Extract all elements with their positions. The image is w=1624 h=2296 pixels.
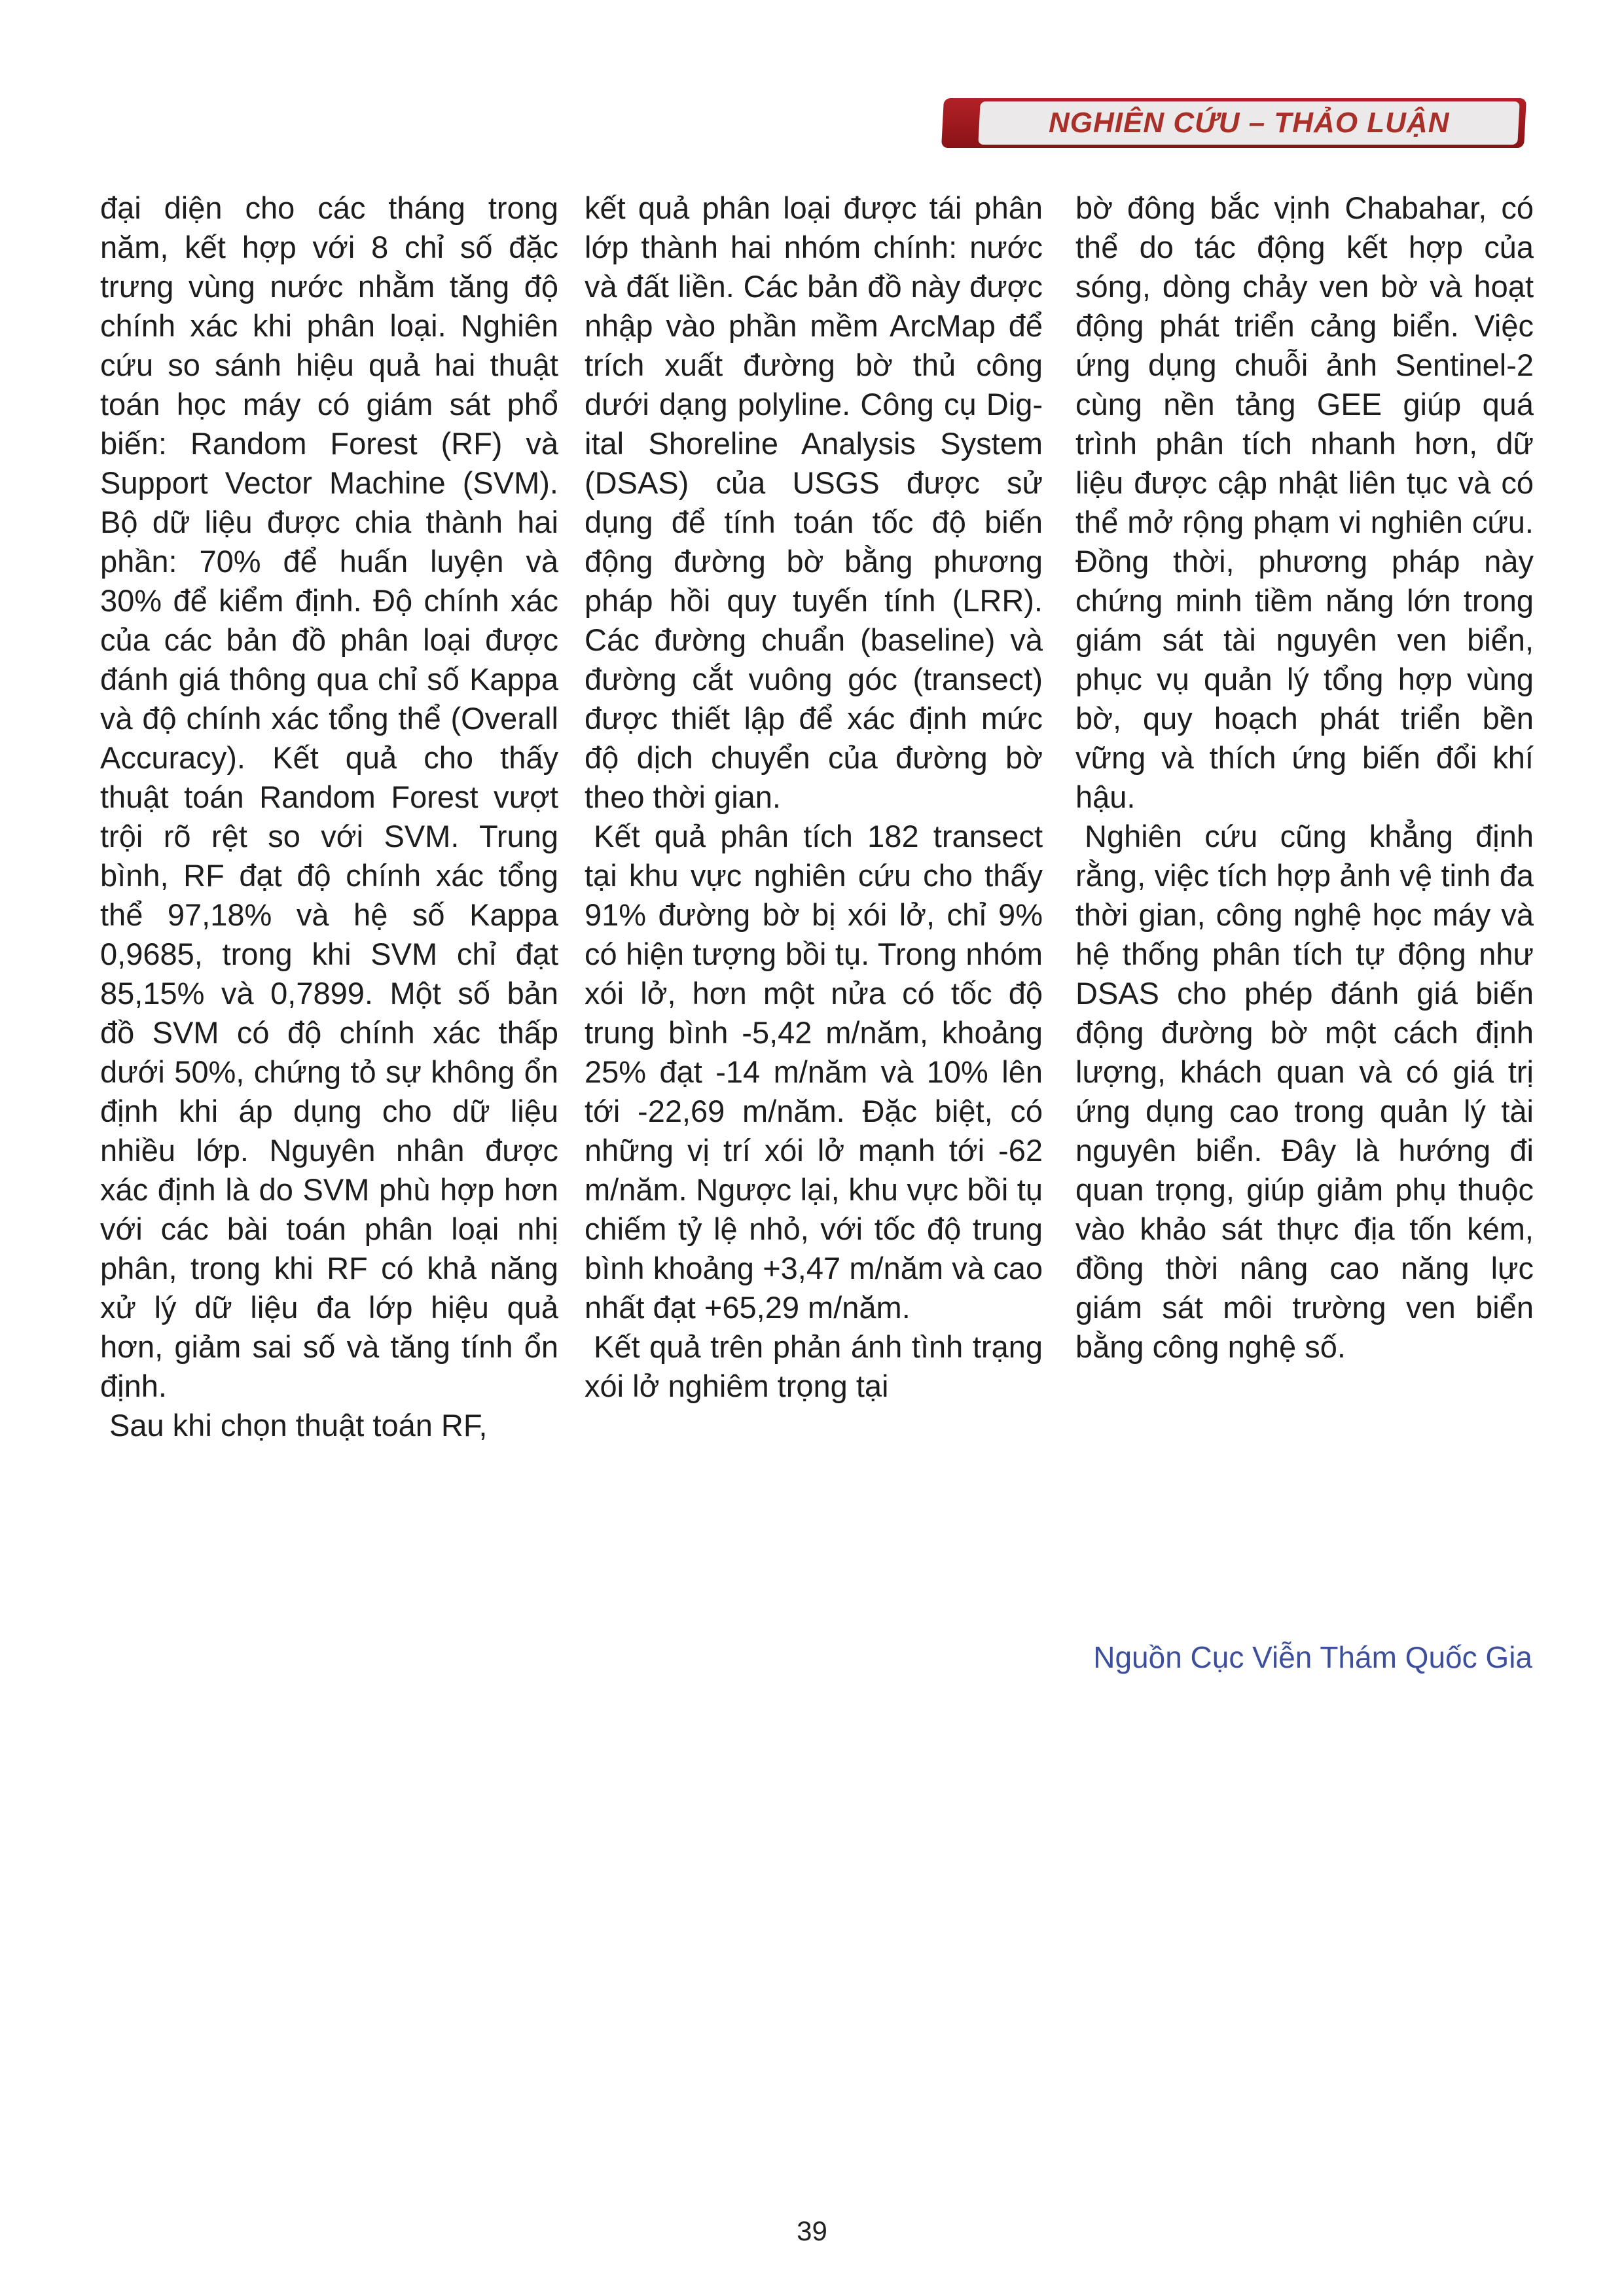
page-number: 39 <box>797 2215 827 2246</box>
article-column-3 <box>1075 188 1534 1367</box>
source-credit: Nguồn Cục Viễn Thám Quốc Gia <box>1093 1640 1532 1674</box>
paragraph: bờ đông bắc vịnh Chabahar, có thể do tác động kết hợp của sóng, dòng chảy ven bờ và hoạt động phát triển cảng biển. Việc ứng dụng chuỗi ảnh Sentinel-2 cùng nền tảng GEE giúp quá trình phân tích nhanh hơn, dữ liệu được cập nhật liên tục và có thể mở rộng phạm vi nghiên cứu. Đồng thời, phương pháp này chứng minh tiềm năng lớn trong giám sát tài nguyên ven biển, phục vụ quản lý tổng hợp vùng bờ, quy hoạch phát triển bền vững và thích ứng biến đổi khí hậu. <box>1075 190 1534 814</box>
paragraph: Nghiên cứu cũng khẳng định rằng, việc tích hợp ảnh vệ tinh đa thời gian, công nghệ học máy và hệ thống phân tích tự động như DSAS cho phép đánh giá biến động đường bờ một cách định lượng, khách quan và có giá trị ứng dụng cao trong quản lý tài nguyên biển. Đây là hướng đi quan trọng, giúp giảm phụ thuộc vào khảo sát thực địa tốn kém, đồng thời nâng cao năng lực giám sát môi trường ven biển bằng công nghệ số. <box>1075 819 1534 1364</box>
paragraph: Sau khi chọn thuật toán RF, <box>109 1408 488 1443</box>
article-column-2 <box>585 188 1043 1406</box>
paragraph: Kết quả trên phản ánh tình trạng xói lở nghiêm trọng tại <box>585 1329 1043 1403</box>
paragraph: đại diện cho các tháng trong năm, kết hợp với 8 chỉ số đặc trưng vùng nước nhằm tăng độ chính xác khi phân loại. Nghiên cứu so sánh hiệu quả hai thuật toán học máy có giám sát phổ biến: Random Forest (RF) và Support Vector Machine (SVM). Bộ dữ liệu được chia thành hai phần: 70% để huấn luyện và 30% để kiểm định. Độ chính xác của các bản đồ phân loại được đánh giá thông qua chỉ số Kappa và độ chính xác tổng thể (Overall Accuracy). Kết quả cho thấy thuật toán Random Forest vượt trội rõ rệt so với SVM. Trung bình, RF đạt độ chính xác tổng thể 97,18% và hệ số Kappa 0,9685, trong khi SVM chỉ đạt 85,15% và 0,7899. Một số bản đồ SVM có độ chính xác thấp dưới 50%, chứng tỏ sự không ổn định khi áp dụng cho dữ liệu nhiều lớp. Nguyên nhân được xác định là do SVM phù hợp hơn với các bài toán phân loại nhị phân, trong khi RF có khả năng xử lý dữ liệu đa lớp hiệu quả hơn, giảm sai số và tăng tính ổn định. <box>100 190 558 1403</box>
banner-label-box <box>978 101 1519 145</box>
section-header-banner <box>943 98 1525 148</box>
paragraph: kết quả phân loại được tái phân lớp thành hai nhóm chính: nước và đất liền. Các bản đồ này được nhập vào phần mềm ArcMap để trích xuất đường bờ thủ công dưới dạng polyline. Công cụ Digital Shoreline Analysis System (DSAS) của USGS được sử dụng để tính toán tốc độ biến động đường bờ bằng phương pháp hồi quy tuyến tính (LRR). Các đường chuẩn (baseline) và đường cắt vuông góc (transect) được thiết lập để xác định mức độ dịch chuyển của đường bờ theo thời gian. <box>585 190 1043 814</box>
article-column-1 <box>100 188 558 1445</box>
section-title: NGHIÊN CỨU – THẢO LUẬN <box>1048 107 1450 139</box>
paragraph: Kết quả phân tích 182 transect tại khu vực nghiên cứu cho thấy 91% đường bờ bị xói lở, chỉ 9% có hiện tượng bồi tụ. Trong nhóm xói lở, hơn một nửa có tốc độ trung bình -5,42 m/năm, khoảng 25% đạt -14 m/năm và 10% lên tới -22,69 m/năm. Đặc biệt, có những vị trí xói lở mạnh tới -62 m/năm. Ngược lại, khu vực bồi tụ chiếm tỷ lệ nhỏ, với tốc độ trung bình khoảng +3,47 m/năm và cao nhất đạt +65,29 m/năm. <box>585 819 1043 1325</box>
